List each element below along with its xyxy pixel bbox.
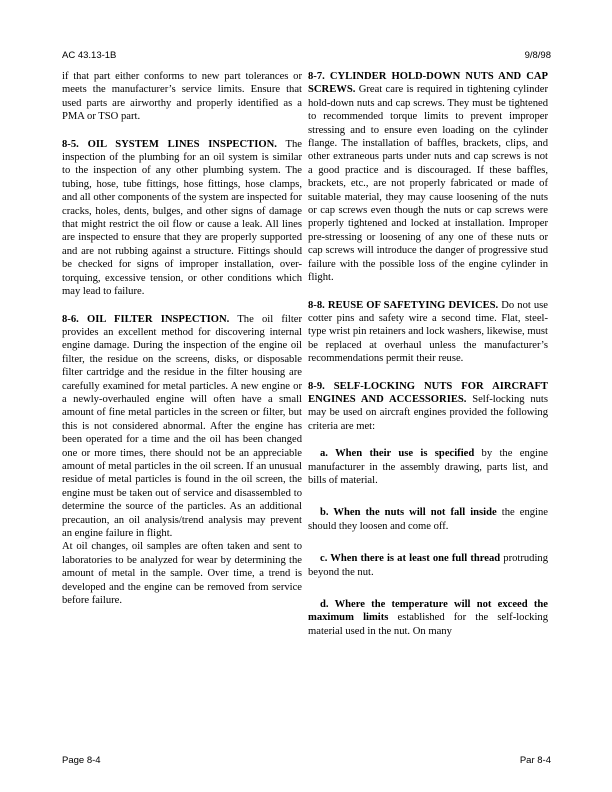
- left-column: [62, 70, 302, 621]
- section-8-7-heading: 8-7. CYLINDER HOLD-DOWN NUTS AND CAP SCREWS.: [308, 71, 548, 96]
- document-date: 9/8/98: [524, 50, 551, 61]
- criteria-item-d-lead: d. Where the temperature will not exceed the maximum limits: [308, 599, 548, 624]
- section-8-6-continued: At oil changes, oil samples are often taken and sent to laboratories to be analyzed for wear by determining the amount of metal in the sample. Over time, a trend is developed and the engine can be removed from service before failure.: [62, 541, 302, 607]
- criteria-item-a-text: by the engine manufacturer in the assembly drawing, parts list, and bills of material.: [308, 448, 548, 486]
- intro-paragraph: if that part either conforms to new part tolerances or meets the manufacturer’s service limits. Ensure that used parts are airworthy and properly identified as a PMA or TSO part.: [62, 71, 302, 123]
- section-8-6-heading: 8-6. OIL FILTER INSPECTION.: [62, 313, 230, 325]
- paragraph-reference: Par 8-4: [519, 755, 551, 766]
- section-8-8-heading: 8-8. REUSE OF SAFETYING DEVICES.: [308, 299, 499, 311]
- section-8-7: [308, 70, 548, 285]
- section-8-8: [308, 299, 548, 366]
- criteria-item-b-text: the engine should they loosen and come off.: [308, 507, 548, 532]
- criteria-item-a-lead: a. When their use is specified: [320, 448, 475, 460]
- criteria-item-a: [308, 447, 548, 487]
- criteria-item-b: [308, 506, 548, 533]
- document-number: AC 43.13-1B: [62, 50, 117, 61]
- section-8-5-heading: 8-5. OIL SYSTEM LINES INSPECTION.: [62, 138, 277, 150]
- section-8-8-body: Do not use cotter pins and safety wire a second time. Flat, steel-type wrist pin retainers and lock washers, likewise, must be replaced at overhaul unless the manufacturer’s recommendations permit their reuse.: [308, 299, 549, 365]
- section-8-5-body: The inspection of the plumbing for an oil system is similar to the inspection of any other plumbing system. The tubing, hose, tube fittings, hose fittings, hose clamps, and all other components of the system are inspected for cracks, holes, dents, bulges, and other signs of damage that might restrict the oil flow or cause a leak. All lines are inspected to ensure that they are properly supported and are not rubbing against a structure. Fittings should be checked for signs of improper installation, over-torquing, excessive tension, or other conditions which may lead to failure.: [62, 138, 302, 298]
- criteria-item-c: [308, 552, 548, 579]
- section-8-9: [308, 380, 548, 434]
- criteria-item-d-text: established for the self-locking material used in the nut. On many: [308, 612, 548, 637]
- section-8-5: [62, 138, 302, 299]
- page-number: Page 8-4: [62, 755, 101, 766]
- section-8-6-body: The oil filter provides an excellent method for discovering internal engine damage. During the inspection of the engine oil filter, the residue on the screens, disks, or disposable filter cartridge and the residue in the filter housing are carefully examined for metal particles. A new engine or a newly-overhauled engine will often have a small amount of fine metal particles in the screen or filter, but this is not considered abnormal. After the engine has been operated for a time and the oil has been changed one or more times, there should not be an appreciable amount of metal particles in the oil screen. If an unusual residue of metal particles is found in the oil screen, the engine must be taken out of service and disassembled to determine the source of the particles. As an additional precaution, an oil analysis/trend analysis may prevent an engine failure in flight.: [62, 313, 302, 539]
- criteria-item-d: [308, 598, 548, 638]
- section-8-9-heading: 8-9. SELF-LOCKING NUTS FOR AIRCRAFT ENGINES AND ACCESSORIES.: [308, 380, 548, 405]
- section-8-9-body: Self-locking nuts may be used on aircraft engines provided the following criteria are met:: [308, 393, 548, 432]
- section-8-7-body: Great care is required in tightening cylinder hold-down nuts and cap screws. They must be tightened to recommended torque limits to prevent improper stressing and to ensure even loading on the cylinder flange. The installation of baffles, brackets, clips, and other extraneous parts under nuts and cap screws is not a good practice and is discouraged. If these baffles, brackets, etc., are not properly fabricated or made of suitable material, they may cause loosening of the nuts or cap screws even though the nuts or cap screws were properly tightened and locked at installation. Improper pre-stressing or loosening of any one of these nuts or cap screws will introduce the danger of progressive stud failure with the possible loss of the engine cylinder in flight.: [308, 84, 548, 284]
- criteria-item-b-lead: b. When the nuts will not fall inside: [320, 507, 497, 519]
- right-column: [308, 70, 548, 657]
- criteria-item-c-lead: c. When there is at least one full thread: [320, 553, 501, 565]
- criteria-item-c-text: protruding beyond the nut.: [308, 553, 548, 578]
- section-8-6: [62, 313, 302, 541]
